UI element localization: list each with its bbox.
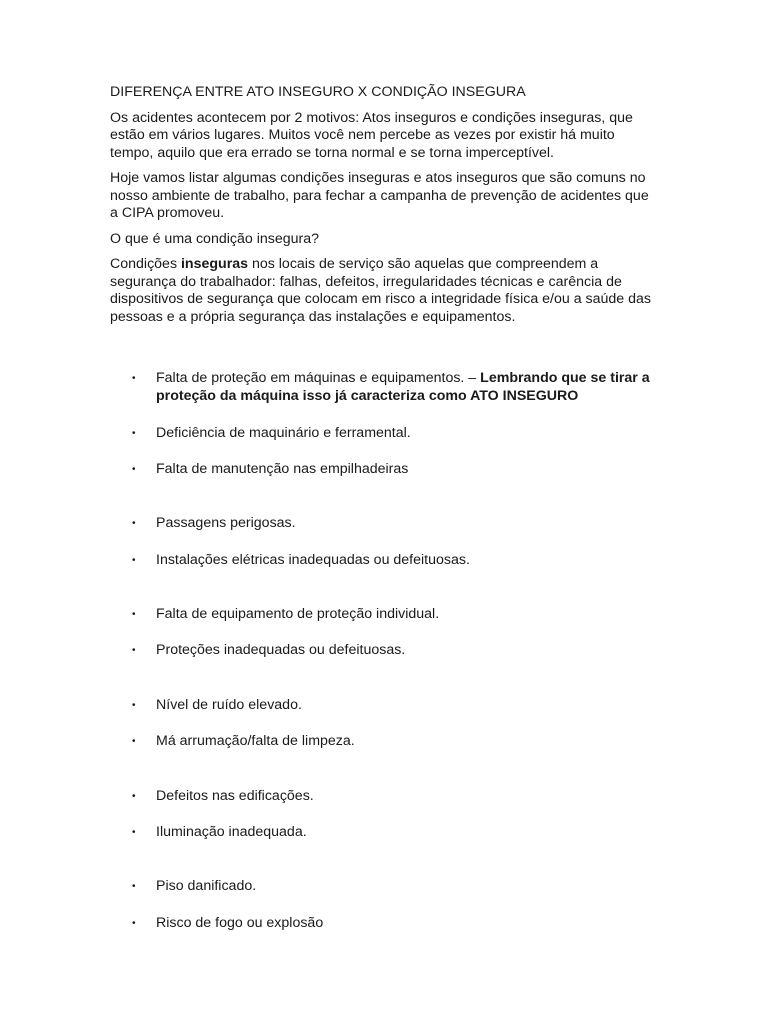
list-item (132, 425, 656, 443)
question-heading: O que é uma condição insegura? (110, 230, 320, 247)
list-item (132, 552, 656, 570)
list-item (132, 370, 656, 405)
list-item (132, 915, 656, 933)
list-item-bold-text: Lembrando que se tirar a proteção da máquina isso já caracteriza como ATO INSEGURO (156, 370, 650, 404)
paragraph-campaign: Hoje vamos listar algumas condições inseguras e atos inseguros que são comuns no nosso ambiente de trabalho, para fechar a campanha de prevenção de acidentes que a CIPA promoveu. (110, 170, 649, 221)
bullet-icon: • (132, 791, 136, 802)
list-item (132, 733, 656, 751)
bullet-icon: • (132, 428, 136, 439)
bullet-icon: • (132, 518, 136, 529)
list-item (132, 878, 656, 896)
list-item (132, 788, 656, 806)
bullet-icon: • (132, 700, 136, 711)
list-item (132, 606, 656, 624)
definition-text-bold: inseguras (180, 256, 249, 272)
list-item-text: Falta de equipamento de proteção individual. (156, 606, 440, 622)
bullet-icon: • (132, 827, 136, 838)
list-item (132, 515, 656, 533)
definition-text-pre: Condições (110, 256, 181, 272)
bullet-icon: • (132, 555, 136, 566)
list-item-text: Defeitos nas edificações. (156, 788, 314, 804)
bullet-icon: • (132, 373, 136, 384)
list-item-text: Passagens perigosas. (156, 515, 296, 531)
list-item (132, 824, 656, 842)
bullet-icon: • (132, 609, 136, 620)
list-item (132, 642, 656, 660)
document-title: DIFERENÇA ENTRE ATO INSEGURO X CONDIÇÃO INSEGURA (110, 84, 526, 100)
list-item-text: Proteções inadequadas ou defeituosas. (156, 642, 406, 658)
bullet-icon: • (132, 736, 136, 747)
list-item (132, 697, 656, 715)
list-item-text: Falta de manutenção nas empilhadeiras (156, 461, 409, 477)
paragraph-intro: Os acidentes acontecem por 2 motivos: Atos inseguros e condições inseguras, que estão em vários lugares. Muitos você nem percebe as vezes por existir há muito tempo, aquilo que era errado se torna normal e se torna imperceptível. (110, 109, 633, 161)
bullet-icon: • (132, 918, 136, 929)
list-item-text: Deficiência de maquinário e ferramental. (156, 425, 411, 441)
bullet-icon: • (132, 881, 136, 892)
list-item-text: Iluminação inadequada. (156, 824, 307, 840)
document-page (110, 84, 658, 931)
list-item-text: Nível de ruído elevado. (156, 697, 302, 713)
definition-text-post: nos locais de serviço são aquelas que compreendem a segurança do trabalhador: falhas, defeitos, irregularidades técnicas e carência de dispositivos de segurança que colocam em risco a integridade física e/ou a saúde das pessoas e a própria segurança das instalações e equipamentos. (110, 256, 652, 325)
paragraph-definition (110, 256, 658, 326)
list-item-text: Falta de proteção em máquinas e equipamentos. – (156, 370, 481, 386)
bullet-icon: • (132, 645, 136, 656)
list-item-text: Instalações elétricas inadequadas ou defeituosas. (156, 552, 470, 568)
list-item-text: Risco de fogo ou explosão (156, 915, 324, 931)
list-item-text: Má arrumação/falta de limpeza. (156, 733, 355, 749)
list-item (132, 461, 656, 479)
bullet-icon: • (132, 464, 136, 475)
list-item-text: Piso danificado. (156, 878, 257, 894)
